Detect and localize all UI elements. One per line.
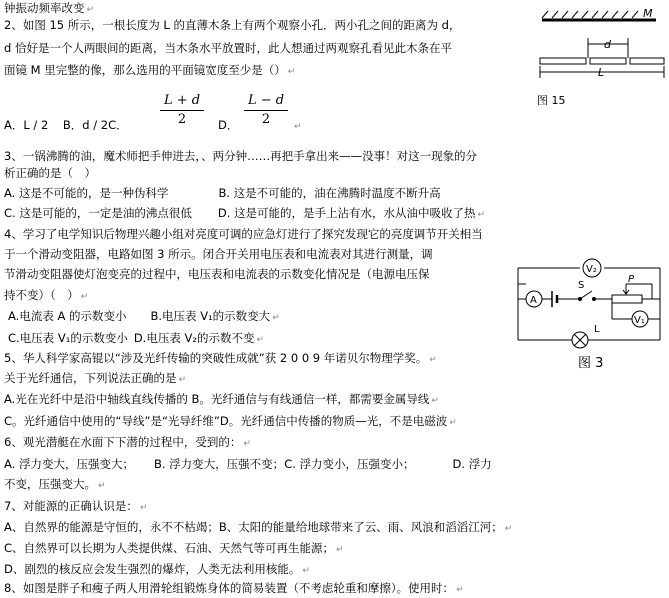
question-7-option-ab: A、自然界的能源是守恒的，永不不枯竭；B、太阳的能量给地球带来了云、雨、风浪和滔滔江河； ↵ bbox=[4, 520, 513, 534]
text-line: 钟振动频率改变 ↵ bbox=[4, 1, 95, 15]
question-5-options-cd: C。光纤通信中使用的“导线”是“光导纤维”D。光纤通信中传播的物质—光，不是电磁波 ↵ bbox=[4, 414, 457, 428]
question-5-options-ab: A.光在光纤中是沿中轴线直线传播的 B。光纤通信与有线通信一样，都需要金属导线 ↵ bbox=[4, 392, 439, 406]
lamp-label: L bbox=[594, 324, 600, 335]
question-5-line-1: 5、华人科学家高锟以“涉及光纤传输的突破性成就”获 2 0 0 9 年诺贝尔物理学奖。 ↵ bbox=[4, 351, 437, 365]
length-label: L bbox=[598, 66, 605, 79]
question-7-line-1: 7、对能源的正确认识是： ↵ bbox=[4, 499, 148, 513]
question-6-line-3: 不变，压强变大。 ↵ bbox=[4, 477, 106, 491]
voltmeter-v1-label: V₁ bbox=[634, 315, 645, 326]
question-4-options-ab: A.电流表 A 的示数变小 B.电压表 V₁的示数变大 ↵ bbox=[8, 309, 280, 323]
question-3-options-cd: C. 这是可能的，一定是油的沸点很低 D. 这是可能的，是手上沾有水，水从油中吸收了热 ↵ bbox=[4, 206, 486, 220]
fraction-d: $\frac{L - d}{2}$ bbox=[244, 92, 288, 129]
switch-label: S bbox=[578, 280, 585, 291]
ammeter-label: A bbox=[530, 295, 537, 306]
d-label: d bbox=[604, 38, 611, 51]
question-5-line-2: 关于光纤通信，下列说法正确的是 ↵ bbox=[4, 371, 187, 385]
question-4-line-1: 4、学习了电学知识后物理兴趣小组对亮度可调的应急灯进行了探究发现它的亮度调节开关相当 bbox=[4, 227, 483, 241]
question-6-line-1: 6、观光潜艇在水面下下潜的过程中，受到的： ↵ bbox=[4, 435, 251, 449]
question-3-line-2: 析正确的是（ ） bbox=[4, 166, 96, 180]
question-8-line-1: 8、如图是胖子和瘦子两人用滑轮组锻炼身体的简易装置（不考虑轮重和摩擦）。使用时： ↵ bbox=[4, 581, 464, 595]
question-4-line-3: 节滑动变阻器使灯泡变亮的过程中，电压表和电流表的示数变化情况是（电源电压保 bbox=[4, 267, 430, 281]
question-2-line-3: 面镜 M 里完整的像，那么选用的平面镜宽度至少是（） ↵ bbox=[4, 63, 296, 77]
figure-3-caption: 图 3 bbox=[578, 356, 604, 371]
voltmeter-v2-label: V₂ bbox=[586, 264, 597, 275]
question-7-option-c: C、自然界可以长期为人类提供煤、石油、天然气等可再生能源； ↵ bbox=[4, 541, 344, 555]
question-2-line-2: d 恰好是一个人两眼间的距离，当木条水平放置时，此人想通过两观察孔看见此木条在平 bbox=[4, 41, 452, 55]
option-d-label: D． bbox=[218, 118, 239, 132]
question-2-line-1: 2、如图 15 所示，一根长度为 L 的直薄木条上有两个观察小孔．两小孔之间的距离为 d， bbox=[4, 18, 461, 32]
question-2-options: A．L / 2 B．d / 2C． bbox=[4, 118, 128, 132]
fraction-c: $\frac{L + d}{2}$ bbox=[160, 92, 204, 129]
question-3-options-ab: A. 这是不可能的，是一种伪科学 B. 这是不可能的，油在沸腾时温度不断升高 bbox=[4, 186, 441, 200]
question-4-line-2: 于一个滑动变阻器，电路如图 3 所示。闭合开关用电压表和电流表对其进行测量，调 bbox=[4, 247, 433, 261]
mirror-label: M bbox=[643, 7, 653, 20]
question-4-options-cd: C.电压表 V₁的示数变小 D.电压表 V₂的示数不变 ↵ bbox=[8, 331, 265, 345]
question-7-option-d: D、剧烈的核反应会发生强烈的爆炸，人类无法利用核能。 ↵ bbox=[4, 562, 310, 576]
question-4-line-4: 持不变）（ ） ↵ bbox=[4, 288, 89, 302]
question-3-line-1: 3、一锅沸腾的油，魔术师把手伸进去，、两分钟……再把手拿出来——没事！对这一现象的分 bbox=[4, 149, 478, 163]
question-6-options: A. 浮力变大，压强变大； B. 浮力变大，压强不变；C. 浮力变小，压强变小； D. 浮力 bbox=[4, 457, 492, 471]
figure-15-caption: 图 15 bbox=[537, 94, 566, 107]
rheostat-p-label: P bbox=[628, 274, 635, 285]
return-mark: ↵ bbox=[294, 122, 302, 132]
